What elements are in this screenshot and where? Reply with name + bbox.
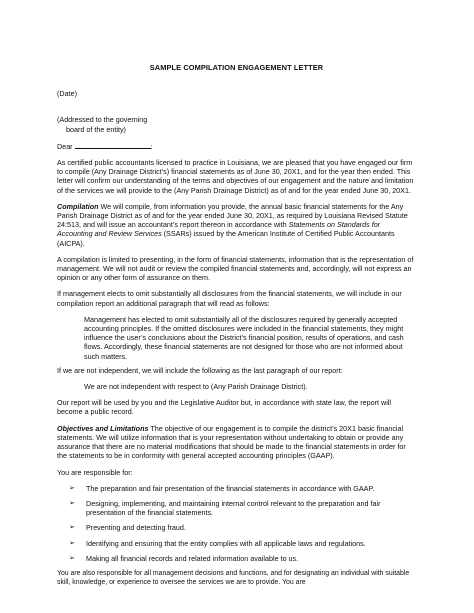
salutation-blank-line (75, 141, 151, 149)
compilation-standards-title: Statements on Standards for Accounting and Review Services (57, 220, 381, 239)
salutation (57, 141, 416, 151)
intro-paragraph: As certified public accountants licensed to practice in Louisiana, we are pleased that you have engaged our firm to compile (Any Drainage District’s) financial statements as of June 30, 20X1, and for the year then ended. This letter will confirm our understanding of the terms and objectives of our engagement and the nature and limitation of the services we will provide to the (Any Parish Drainage District) as of and for the year ended June 30, 20X1. (57, 158, 414, 195)
arrow-bullet-icon: ➢ (69, 499, 75, 507)
compilation-text-a: We will compile, from information you provide, the annual basic financial statements for the Any Parish Drainage District as of and for the year ended June 30, 20X1, as required by Louisiana Revised Statute 24:513, and will issue an accountant’s report thereon in accordance with (57, 201, 408, 230)
responsibilities-intro: You are responsible for: (57, 467, 133, 477)
arrow-bullet-icon: ➢ (69, 524, 75, 532)
independence-paragraph: If we are not independent, we will include the following as the last paragraph of our report: (57, 365, 343, 375)
list-item: ➢ Designing, implementing, and maintaining internal control relevant to the preparation and fair presentation of the financial statements. (69, 498, 381, 518)
objectives-heading: Objectives and Limitations (57, 423, 149, 433)
management-responsibility-paragraph: You are also responsible for all management decisions and functions, and for designating an individual with suitable skill, knowledge, or experience to oversee the services we are to provide. You are (57, 569, 410, 587)
addressee-block (57, 115, 416, 133)
addressee-line-2: board of the entity) (66, 124, 126, 134)
responsibilities-list (57, 484, 416, 563)
objectives-paragraph (57, 424, 416, 461)
report-use-paragraph: Our report will be used by you and the Legislative Auditor but, in accordance with state law, the report will become a public record. (57, 398, 391, 417)
compilation-heading: Compilation (57, 201, 99, 211)
salutation-colon: : (150, 141, 153, 151)
independence-quote: We are not independent with respect to (Any Parish Drainage District). (84, 382, 308, 392)
compilation-paragraph (57, 202, 416, 248)
omit-disclosures-paragraph: If management elects to omit substantially all disclosures from the financial statements, we will include in our compilation report an additional paragraph that will read as follows: (57, 289, 402, 308)
addressee-line-1: (Addressed to the governing (57, 115, 148, 125)
list-item: ➢ The preparation and fair presentation of the financial statements in accordance with GAAP. (69, 483, 375, 493)
arrow-bullet-icon: ➢ (69, 484, 75, 492)
list-item: ➢ Making all financial records and related information available to us. (69, 553, 299, 563)
compilation-limit-paragraph: A compilation is limited to presenting, in the form of financial statements, information that is the representation of management. We will not audit or review the compiled financial statements and, accordingly, will not express an opinion or any other form of assurance on them. (57, 254, 414, 283)
letter-title: SAMPLE COMPILATION ENGAGEMENT LETTER (149, 63, 324, 72)
salutation-word: Dear (57, 141, 73, 151)
objectives-text: The objective of our engagement is to compile the district’s 20X1 basic financial statements. We will utilize information that is your representation without undertaking to obtain or provide any assurance that there are no material modifications that should be made to the financial statements in order for the statements to be in conformity with general accepted accounting principles (GAAP). (57, 423, 406, 461)
arrow-bullet-icon: ➢ (69, 554, 75, 562)
omitted-disclosures-quote: Management has elected to omit substantially all of the disclosures required by generally accepted accounting principles. If the omitted disclosures were included in the financial statements, they might influence the user’s conclusions about the District’s financial position, results of operations, and cash flows. Accordingly, these financial statements are not designed for those who are not informed about such matters. (84, 314, 404, 361)
arrow-bullet-icon: ➢ (69, 539, 75, 547)
list-item: ➢ Preventing and detecting fraud. (69, 523, 186, 533)
list-item: ➢ Identifying and ensuring that the entity complies with all applicable laws and regulations. (69, 538, 366, 548)
date-placeholder: (Date) (57, 89, 77, 99)
compilation-text-b: (SSARs) issued by the American Institute of Certified Public Accountants (AICPA). (57, 229, 395, 248)
